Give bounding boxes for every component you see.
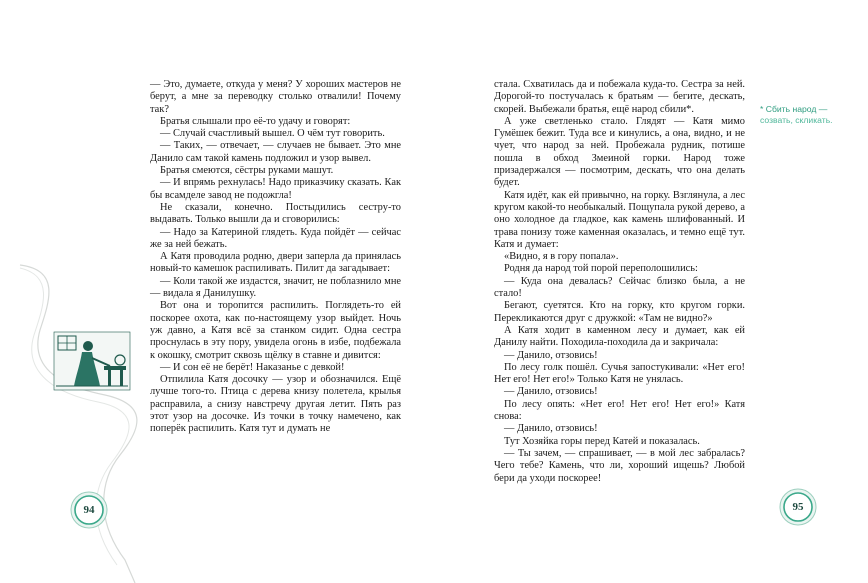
right-page-text (494, 79, 745, 485)
page-number: 95 (792, 501, 804, 513)
margin-footnote (760, 104, 860, 125)
paragraph: — И сон её не берёт! Наказанье с девкой! (160, 361, 345, 373)
paragraph: Не сказали, конечно. Постыдились сестру-то выдавать. Только вышли да и сговорились: (150, 201, 401, 226)
paragraph: — Случай счастливый вышел. О чём тут говорить. (160, 128, 385, 140)
paragraph: — Данило, отзовись! (504, 386, 598, 398)
footnote-definition: созвать, скликать. (760, 114, 833, 125)
paragraph: — Данило, отзовись! (504, 423, 598, 435)
page-number: 94 (83, 504, 95, 516)
paragraph: Братья слышали про её-то удачу и говорят: (160, 115, 351, 127)
paragraph: — Коли такой же издастся, значит, не поблазнило мне — видала я Данилушку. (150, 275, 401, 300)
footnote-term: * Сбить народ — (760, 104, 828, 114)
woman-at-workbench-illustration (52, 330, 132, 392)
paragraph: — Таких, — отвечает, — случаев не бывает. Это мне Данило сам такой камень подложил и узор вывел. (150, 140, 401, 164)
paragraph: По лесу опять: «Нет его! Нет его! Нет его!» Катя снова: (494, 398, 745, 423)
paragraph: А уже светленько стало. Глядят — Катя мимо Гумёшек бежит. Туда все и кинулись, а она, видно, и не чует, что народ за ней. Пробежала рудник, потише пошла в обход Змеиной горки. Народ тоже призадержался — посмотрим, дескать, что она делать будет. (494, 115, 745, 189)
paragraph: А Катя ходит в каменном лесу и думает, как ей Данилу найти. Походила-походила да и закричала: (494, 324, 745, 349)
page-number-left (69, 490, 109, 530)
paragraph: Тут Хозяйка горы перед Катей и показалась. (504, 435, 700, 447)
paragraph: — Это, думаете, откуда у меня? У хороших мастеров не берут, а мне за переводку столько отвалили! Почему так? (150, 79, 401, 115)
paragraph: — Надо за Катериной глядеть. Куда пойдёт — сейчас же за ней бежать. (150, 226, 401, 250)
paragraph: — Куда она девалась? Сейчас близко была, а не стало! (494, 275, 745, 300)
paragraph: — Данило, отзовись! (504, 349, 598, 361)
paragraph: Отпилила Катя досочку — узор и обозначился. Ещё лучше того-то. Птица с дерева книзу полетела, крылья расправила, а снизу навстречу другая летит. Пять раз этот узор на досочке. Из точки в точку намечено, как поперёк распилить. Катя тут и думать не (150, 374, 401, 435)
paragraph: Братья смеются, сёстры руками машут. (160, 165, 334, 177)
paragraph: По лесу голк пошёл. Сучья запостукивали: «Нет его! Нет его! Нет его!» Только Катя не унялась. (494, 361, 745, 386)
paragraph: — Ты зачем, — спрашивает, — в мой лес забралась? Чего тебе? Камень, что ли, хороший ищешь? Любой бери да уходи поскорее! (494, 447, 745, 484)
paragraph: — И впрямь рехнулась! Надо приказчику сказать. Как бы всамделе завод не подожгла! (150, 177, 401, 201)
paragraph: «Видно, я в гору попала». (504, 251, 619, 263)
paragraph: Бегают, суетятся. Кто на горку, кто кругом горки. Перекликаются друг с дружкой: «Там не видно?» (494, 300, 745, 324)
paragraph: Катя идёт, как ей привычно, на горку. Взглянула, а лес кругом какой-то необыкалый. Пощупала рукой дерево, а оно холодное да гладкое, как камень шлифованный. И трава понизу тоже каменная оказалась, и темно ещё тут. Катя и думает: (494, 189, 745, 250)
page-number-right (778, 487, 818, 527)
paragraph: Родня да народ той порой переполошились: (504, 263, 698, 275)
paragraph: А Катя проводила родню, двери заперла да принялась новый-то камешок распиливать. Пилит да загадывает: (150, 251, 401, 275)
left-page-text (150, 79, 401, 436)
paragraph: стала. Схватилась да и побежала куда-то. Сестра за ней. Дорогой-то постучалась к братьям — бегите, дескать, скорей. Выбежали братья, ещё народ сбили*. (494, 79, 745, 115)
paragraph: Вот она и торопится распилить. Поглядеть-то ей поскорее охота, как по-настоящему узор выйдет. Ночь уж давно, а Катя всё за станком сидит. Одна сестра проснулась в эту пору, увидела огонь в избе, подбежала к окошку, смотрит сквозь щёлку в ставне и дивится: (150, 300, 401, 361)
